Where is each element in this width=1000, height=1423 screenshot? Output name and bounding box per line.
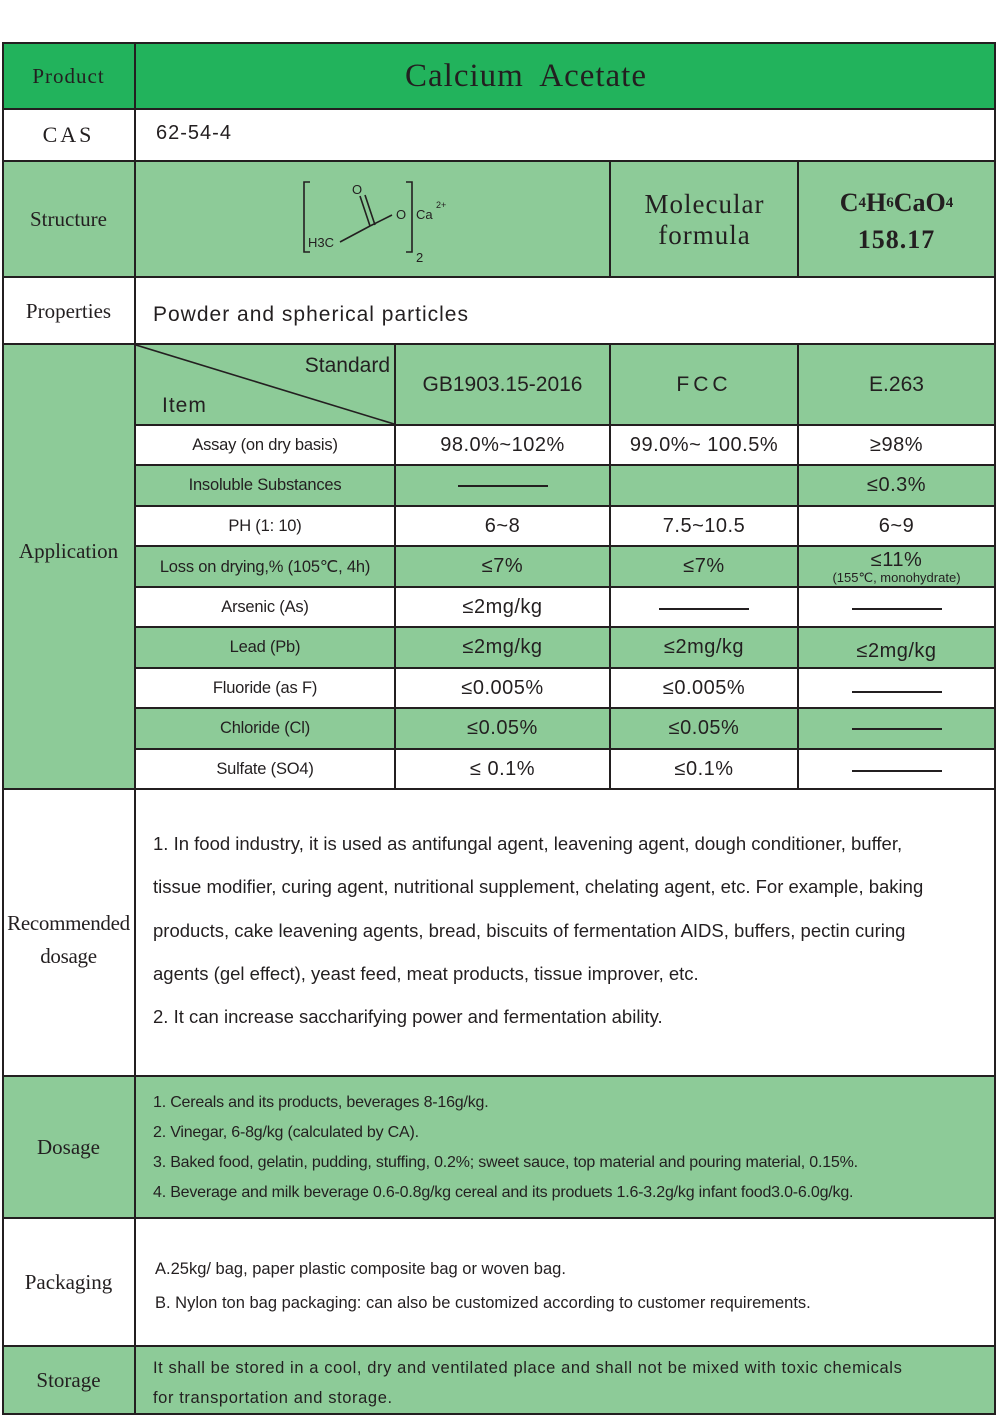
- molecular-formula-label: Molecular formula: [644, 189, 765, 250]
- properties-value: Powder and spherical particles: [153, 303, 469, 326]
- table-cell-gb: 6~8: [484, 514, 521, 537]
- table-cell-fcc: ≤0.05%: [668, 717, 740, 739]
- storage-label: Storage: [36, 1367, 101, 1392]
- loss-note: (155℃, monohydrate): [832, 569, 961, 585]
- dosage-line: 1. Cereals and its products, beverages 8-16g/kg.: [153, 1094, 489, 1111]
- table-row-item: Insoluble Substances: [188, 476, 342, 494]
- product-label: Product: [32, 63, 105, 88]
- structure-label: Structure: [30, 206, 107, 231]
- table-cell-gb: ≤7%: [481, 555, 524, 577]
- dash-icon: [659, 608, 749, 610]
- header-standard: Standard: [304, 354, 390, 377]
- table-cell-gb: ≤2mg/kg: [462, 636, 543, 658]
- table-cell-e263-empty: [799, 750, 994, 788]
- recommended-line: agents (gel effect), yeast feed, meat products, tissue improver, etc.: [153, 962, 699, 984]
- table-cell-e263: 6~9: [878, 514, 915, 537]
- cas-value: 62-54-4: [156, 121, 232, 144]
- dash-icon: [852, 691, 942, 693]
- packaging-line: A.25kg/ bag, paper plastic composite bag or woven bag.: [155, 1260, 566, 1278]
- storage-text: [153, 1353, 988, 1413]
- packaging-label: Packaging: [24, 1269, 113, 1294]
- table-cell-e263-empty: [799, 669, 994, 707]
- oxygen-carbonyl: O: [352, 182, 363, 197]
- recommended-label: Recommended dosage: [7, 911, 130, 968]
- table-row-item: PH (1: 10): [228, 516, 302, 535]
- table-row-item: Loss on drying,% (105℃, 4h): [159, 557, 371, 576]
- charge: 2+: [436, 200, 447, 210]
- properties-label: Properties: [25, 298, 112, 323]
- recommended-line: products, cake leavening agents, bread, biscuits of fermentation AIDS, buffers, pectin curing: [153, 919, 906, 941]
- col-e263: E.263: [869, 373, 924, 396]
- dash-icon: [852, 770, 942, 772]
- table-row-item: Sulfate (SO4): [216, 759, 314, 778]
- table-cell-gb: ≤ 0.1%: [469, 757, 536, 780]
- table-row-item: Arsenic (As): [221, 597, 309, 616]
- table-cell-gb: ≤0.005%: [461, 676, 544, 699]
- table-row-item: Assay (on dry basis): [192, 435, 338, 454]
- table-cell-gb: ≤2mg/kg: [462, 595, 543, 618]
- table-row-item: Fluoride (as F): [212, 678, 318, 697]
- recommended-text: [153, 822, 983, 1038]
- product-name: Calcium Acetate: [405, 57, 647, 94]
- table-cell-e263: ≥98%: [869, 433, 923, 456]
- table-cell-fcc: [611, 466, 797, 505]
- table-cell-e263: [799, 547, 994, 586]
- subscript-2: 2: [416, 250, 424, 265]
- table-cell-fcc: ≤7%: [683, 555, 725, 577]
- table-cell-e263: ≤2mg/kg: [856, 640, 937, 662]
- table-cell-fcc: ≤2mg/kg: [663, 636, 745, 658]
- col-fcc: FCC: [676, 373, 732, 396]
- table-cell-gb-empty: [396, 466, 609, 505]
- storage-line: It shall be stored in a cool, dry and ventilated place and shall not be mixed with toxic chemicals: [153, 1359, 903, 1377]
- dosage-line: 3. Baked food, gelatin, pudding, stuffing, 0.2%; sweet sauce, top material and pouring material, 0.15%.: [153, 1154, 858, 1171]
- table-cell-fcc: ≤0.1%: [674, 757, 734, 780]
- dosage-line: 2. Vinegar, 6-8g/kg (calculated by CA).: [153, 1124, 419, 1141]
- dash-icon: [458, 485, 548, 487]
- loss-value: ≤11%: [870, 548, 923, 571]
- methyl-group: H3C: [308, 235, 335, 250]
- table-cell-fcc: ≤0.005%: [662, 676, 746, 699]
- dosage-label: Dosage: [37, 1134, 100, 1159]
- dosage-line: 4. Beverage and milk beverage 0.6-0.8g/kg cereal and its produets 1.6-3.2g/kg infant food3.0-6.0g/kg.: [153, 1184, 854, 1201]
- dash-icon: [852, 728, 942, 730]
- table-cell-fcc: 7.5~10.5: [662, 514, 746, 537]
- table-cell-e263: ≤0.3%: [866, 474, 927, 496]
- packaging-text: [155, 1252, 985, 1320]
- calcium-acetate-structure-icon: [296, 178, 466, 268]
- molecular-formula: C 4 H 6 CaO 4: [839, 188, 954, 217]
- cas-label: CAS: [42, 122, 95, 147]
- molecular-weight: 158.17: [857, 225, 936, 254]
- dash-icon: [852, 608, 942, 610]
- col-gb: GB1903.15-2016: [422, 373, 583, 396]
- table-cell-gb: ≤0.05%: [467, 717, 538, 739]
- application-label: Application: [18, 538, 119, 563]
- table-row-item: Chloride (Cl): [219, 719, 310, 737]
- recommended-line: 2. It can increase saccharifying power and fermentation ability.: [153, 1006, 663, 1028]
- table-row-item: Lead (Pb): [229, 638, 301, 656]
- table-cell-e263-empty: [799, 709, 994, 748]
- table-cell-fcc: 99.0%~ 100.5%: [629, 433, 779, 456]
- packaging-line: B. Nylon ton bag packaging: can also be customized according to customer requirements.: [155, 1294, 811, 1312]
- recommended-line: 1. In food industry, it is used as antifungal agent, leavening agent, dough conditioner, buffer,: [153, 833, 903, 854]
- table-cell-gb: 98.0%~102%: [440, 433, 565, 456]
- storage-line: for transportation and storage.: [153, 1389, 393, 1407]
- dosage-text: [153, 1088, 983, 1208]
- oxygen-ester: O: [396, 207, 407, 222]
- recommended-line: tissue modifier, curing agent, nutritional supplement, chelating agent, etc. For example, baking: [153, 876, 924, 898]
- table-cell-e263-empty: [799, 588, 994, 626]
- calcium: Ca: [416, 207, 433, 222]
- structure-diagram: [296, 178, 466, 268]
- header-item: Item: [162, 394, 207, 417]
- table-cell-fcc-empty: [611, 588, 797, 626]
